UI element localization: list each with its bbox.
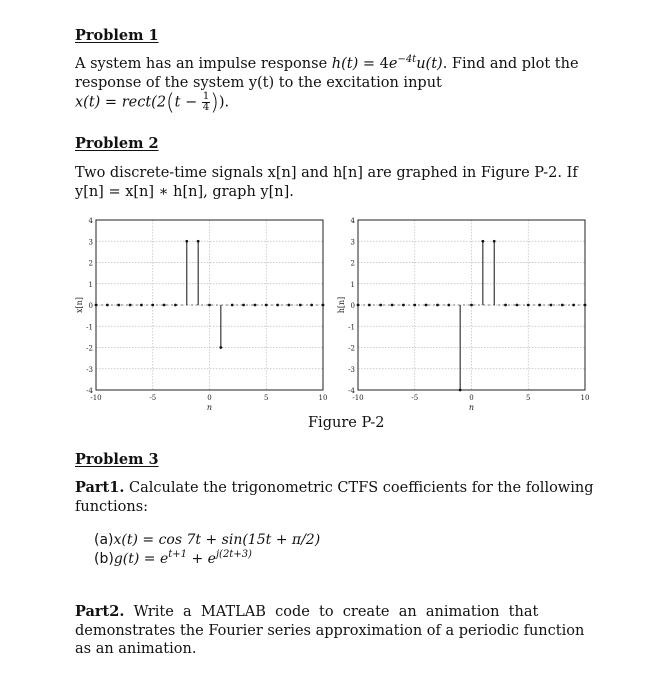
part-a-label: (a) bbox=[94, 532, 114, 548]
y-tick-label-h: 1 bbox=[350, 280, 355, 289]
x-tick-label-h: 0 bbox=[469, 394, 474, 402]
part2-text: Write a MATLAB code to create an animation that bbox=[124, 604, 539, 620]
y-tick-label-h: -1 bbox=[348, 323, 355, 332]
x-tick-label-x: -5 bbox=[149, 394, 157, 402]
p2-line-2: y[n] = x[n] ∗ h[n], graph y[n]. bbox=[75, 183, 294, 200]
stem-dot-h bbox=[470, 304, 473, 307]
part1-label: Part1. bbox=[75, 479, 125, 496]
x-tick-label-h: 10 bbox=[580, 394, 590, 402]
x-tick-label-x: 10 bbox=[318, 394, 328, 402]
p1-end: ). bbox=[218, 94, 230, 111]
problem-3-heading: Problem 3 bbox=[75, 451, 159, 468]
y-tick-label-x: 1 bbox=[88, 280, 93, 289]
x-tick-label-h: 5 bbox=[526, 394, 531, 402]
stem-dot-x bbox=[163, 304, 166, 307]
y-tick-label-x: 3 bbox=[88, 238, 93, 247]
paren-open: ( bbox=[166, 90, 175, 116]
part-b-label: (b) bbox=[94, 551, 114, 567]
part-b-base: g(t) = e bbox=[113, 551, 169, 567]
stem-dot-x bbox=[197, 240, 200, 243]
stem-dot-h bbox=[425, 304, 428, 307]
problem-3-part2 bbox=[75, 603, 595, 659]
y-tick-label-x: -4 bbox=[86, 387, 93, 395]
y-tick-label-x: -2 bbox=[86, 344, 93, 353]
y-tick-label-h: 0 bbox=[350, 302, 355, 310]
stem-dot-x bbox=[254, 304, 257, 307]
figure-caption: Figure P-2 bbox=[308, 415, 385, 431]
paren-close: ) bbox=[210, 90, 219, 116]
y-tick-label-h: -2 bbox=[348, 344, 355, 353]
x-tick-label-h: -5 bbox=[411, 394, 419, 402]
y-tick-label-x: 0 bbox=[88, 302, 93, 310]
problem-2-heading: Problem 2 bbox=[75, 135, 159, 152]
t-minus: t − bbox=[174, 94, 198, 111]
p1-line-2: response of the system y(t) to the excitation input bbox=[75, 74, 442, 91]
problem-1-text bbox=[75, 54, 595, 116]
part-a-expression bbox=[94, 532, 320, 548]
p1-text-b: . Find and plot the bbox=[442, 56, 579, 72]
p1-text-a: A system has an impulse response bbox=[75, 56, 332, 72]
y-tick-label-x: 4 bbox=[88, 217, 93, 225]
part-b-exp1: t+1 bbox=[168, 549, 188, 560]
part-b-plus: + e bbox=[187, 551, 216, 567]
part2-line-3: as an animation. bbox=[75, 641, 197, 657]
u-of-t: u(t) bbox=[416, 56, 443, 72]
stem-dot-x bbox=[219, 346, 222, 349]
p1-e: e bbox=[388, 56, 398, 72]
x-axis-label-x: n bbox=[206, 403, 213, 412]
x-tick-label-x: 5 bbox=[264, 394, 269, 402]
part-b-exp2: j(2t+3) bbox=[215, 549, 252, 560]
part1-line-2: functions: bbox=[75, 498, 149, 515]
part-b-expression bbox=[94, 551, 252, 567]
p2-line-1: Two discrete-time signals x[n] and h[n] are graphed in Figure P-2. If bbox=[75, 165, 578, 181]
part2-line-2: demonstrates the Fourier series approximation of a periodic function bbox=[75, 622, 585, 639]
problem-3-part1 bbox=[75, 479, 595, 516]
problem-2-text bbox=[75, 164, 595, 201]
part1-text: Calculate the trigonometric CTFS coefficients for the following bbox=[124, 480, 594, 496]
y-axis-label-h: h[n] bbox=[337, 296, 346, 314]
p1-exponent: −4t bbox=[397, 54, 417, 65]
y-tick-label-h: -4 bbox=[348, 387, 355, 395]
y-tick-label-x: 2 bbox=[88, 259, 93, 268]
y-axis-label-x: x[n] bbox=[75, 297, 84, 313]
y-tick-label-x: -3 bbox=[86, 365, 93, 374]
x-tick-label-x: -10 bbox=[90, 394, 102, 402]
y-tick-label-x: -1 bbox=[86, 323, 93, 332]
stem-dot-h bbox=[516, 304, 519, 307]
part2-label: Part2. bbox=[75, 603, 125, 620]
part-a-expr: x(t) = cos 7t + sin(15t + π/2) bbox=[113, 532, 321, 548]
stem-dot-h bbox=[481, 240, 484, 243]
stem-dot-h bbox=[493, 240, 496, 243]
figure-p2 bbox=[75, 210, 595, 415]
x-of-t: x(t) bbox=[75, 94, 101, 111]
problem-1-heading: Problem 1 bbox=[75, 27, 159, 44]
p1-equals: = 4 bbox=[358, 56, 389, 72]
x-tick-label-h: -10 bbox=[352, 394, 364, 402]
h-of-t: h(t) bbox=[331, 56, 359, 72]
x-tick-label-x: 0 bbox=[207, 394, 212, 402]
stem-dot-x bbox=[208, 304, 211, 307]
one-quarter-fraction: $\frac{1}{4}$ bbox=[202, 91, 210, 113]
stem-dot-h bbox=[459, 389, 462, 392]
y-tick-label-h: 4 bbox=[350, 217, 355, 225]
y-tick-label-h: 2 bbox=[350, 259, 355, 268]
y-tick-label-h: -3 bbox=[348, 365, 355, 374]
y-tick-label-h: 3 bbox=[350, 238, 355, 247]
rect-expr: = rect(2 bbox=[100, 94, 167, 111]
x-axis-label-h: n bbox=[468, 403, 475, 412]
